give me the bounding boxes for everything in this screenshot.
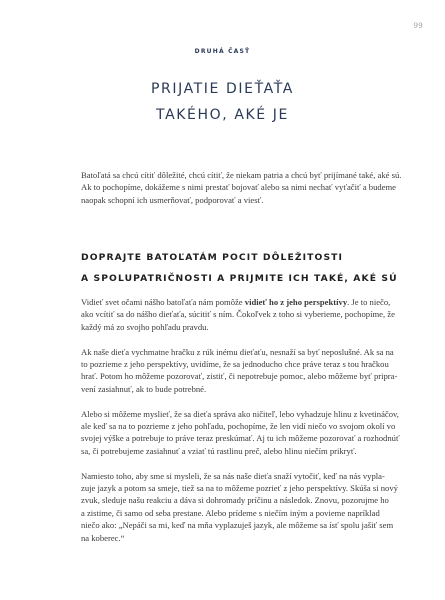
paragraph: [81, 346, 398, 396]
body-text: [81, 296, 400, 556]
paragraph-line: vení zasiahnuť, ak to bude potrebné.: [81, 383, 207, 394]
chapter-title: [0, 76, 445, 128]
intro-line: Batoľatá sa chcú cítiť dôležité, chcú cítiť, že niekam patria a chcú byť prijímané také, aké sú.: [81, 170, 402, 180]
section-heading: [81, 247, 401, 289]
paragraph-line: svojej výške a potrebuje to práve teraz preskúmať. Aj tu ich môžeme pozorovať a rozhodnúť: [81, 433, 400, 444]
paragraph-line: sa, či potrebujeme zasiahnuť a vziať tú rastlinu preč, alebo hlinu niečím prikryť.: [81, 445, 357, 456]
paragraph-line: to pozrieme z jeho perspektívy, uvidíme, že sa jednoducho chce práve teraz s tou hračkou: [81, 359, 389, 370]
paragraph-line: ako vcítiť sa do nášho dieťaťa, súcitiť s ním. Čokoľvek z toho si vyberieme, pochopíme, že: [81, 309, 395, 320]
paragraph-line: každý má zo svojho pohľadu pravdu.: [81, 321, 209, 332]
paragraph: [81, 296, 395, 333]
paragraph-line: ale keď sa na to pozrieme z jeho pohľadu, pochopíme, že len vidí niečo vo svojom okolí vo: [81, 421, 396, 432]
intro-line: Ak to pochopíme, dokážeme s nimi prestať bojovať alebo sa nimi nechať vyťačiť a budeme: [81, 182, 396, 193]
part-label: DRUHÁ ČASŤ: [194, 48, 251, 55]
emphasis: vidieť ho z jeho perspektívy: [244, 297, 348, 307]
intro-paragraph: [81, 169, 402, 206]
paragraph-line: hrať. Potom ho môžeme pozorovať, zistiť, či nepotrebuje pomoc, alebo môžeme byť pripra-: [81, 371, 398, 382]
paragraph: [81, 408, 400, 458]
paragraph-line: zvuk, sleduje našu reakciu a dáva si dohromady príčinu a následok. Znovu, pozorujme ho: [81, 495, 389, 506]
paragraph-line: na koberec.“: [81, 532, 125, 543]
section-heading-line: DOPRAJTE BATOĽATÁM POCIT DÔLEŽITOSTI: [81, 252, 344, 263]
text-run: Vidieť svet očami nášho batoľaťa nám pomôže: [81, 297, 245, 307]
chapter-title-line: TAKÉHO, AKÉ JE: [156, 107, 289, 123]
paragraph-line: Namiesto toho, aby sme si mysleli, že sa nás naše dieťa snaží vytočiť, keď na nás vypla-: [81, 470, 385, 481]
paragraph-line: niečo ako: „Nepáči sa mi, keď na mňa vyplazuješ jazyk, ale môžeme sa ísť spolu jašiť sem: [81, 520, 394, 531]
paragraph-line: Alebo si môžeme myslieť, že sa dieťa správa ako ničiteľ, lebo vyhadzuje hlinu z kvetináčov,: [81, 408, 399, 419]
section-heading-line: A SPOLUPATRIČNOSTI A PRIJMITE ICH TAKÉ, AKÉ SÚ: [81, 273, 398, 284]
paragraph-line: [81, 296, 391, 308]
paragraph: [81, 470, 398, 544]
paragraph-line: a zistime, či samo od seba prestane. Alebo prídeme s niečím iným a povieme napríklad: [81, 507, 380, 518]
intro-line: naopak schopní ich usmerňovať, podporovať a viesť.: [81, 194, 264, 205]
paragraph-line: Ak naše dieťa vychmatne hračku z rúk inému dieťaťu, nesnaží sa byť neposlušné. Ak sa na: [81, 346, 394, 357]
paragraph-line: zuje jazyk a potom sa smeje, tiež sa na to môžeme pozrieť z jeho perspektívy. Skúša si nový: [81, 483, 398, 494]
chapter-title-line: PRIJATIE DIEŤAŤA: [150, 81, 294, 97]
page-number: 99: [413, 22, 423, 30]
text-run: . Je to niečo,: [347, 297, 391, 307]
